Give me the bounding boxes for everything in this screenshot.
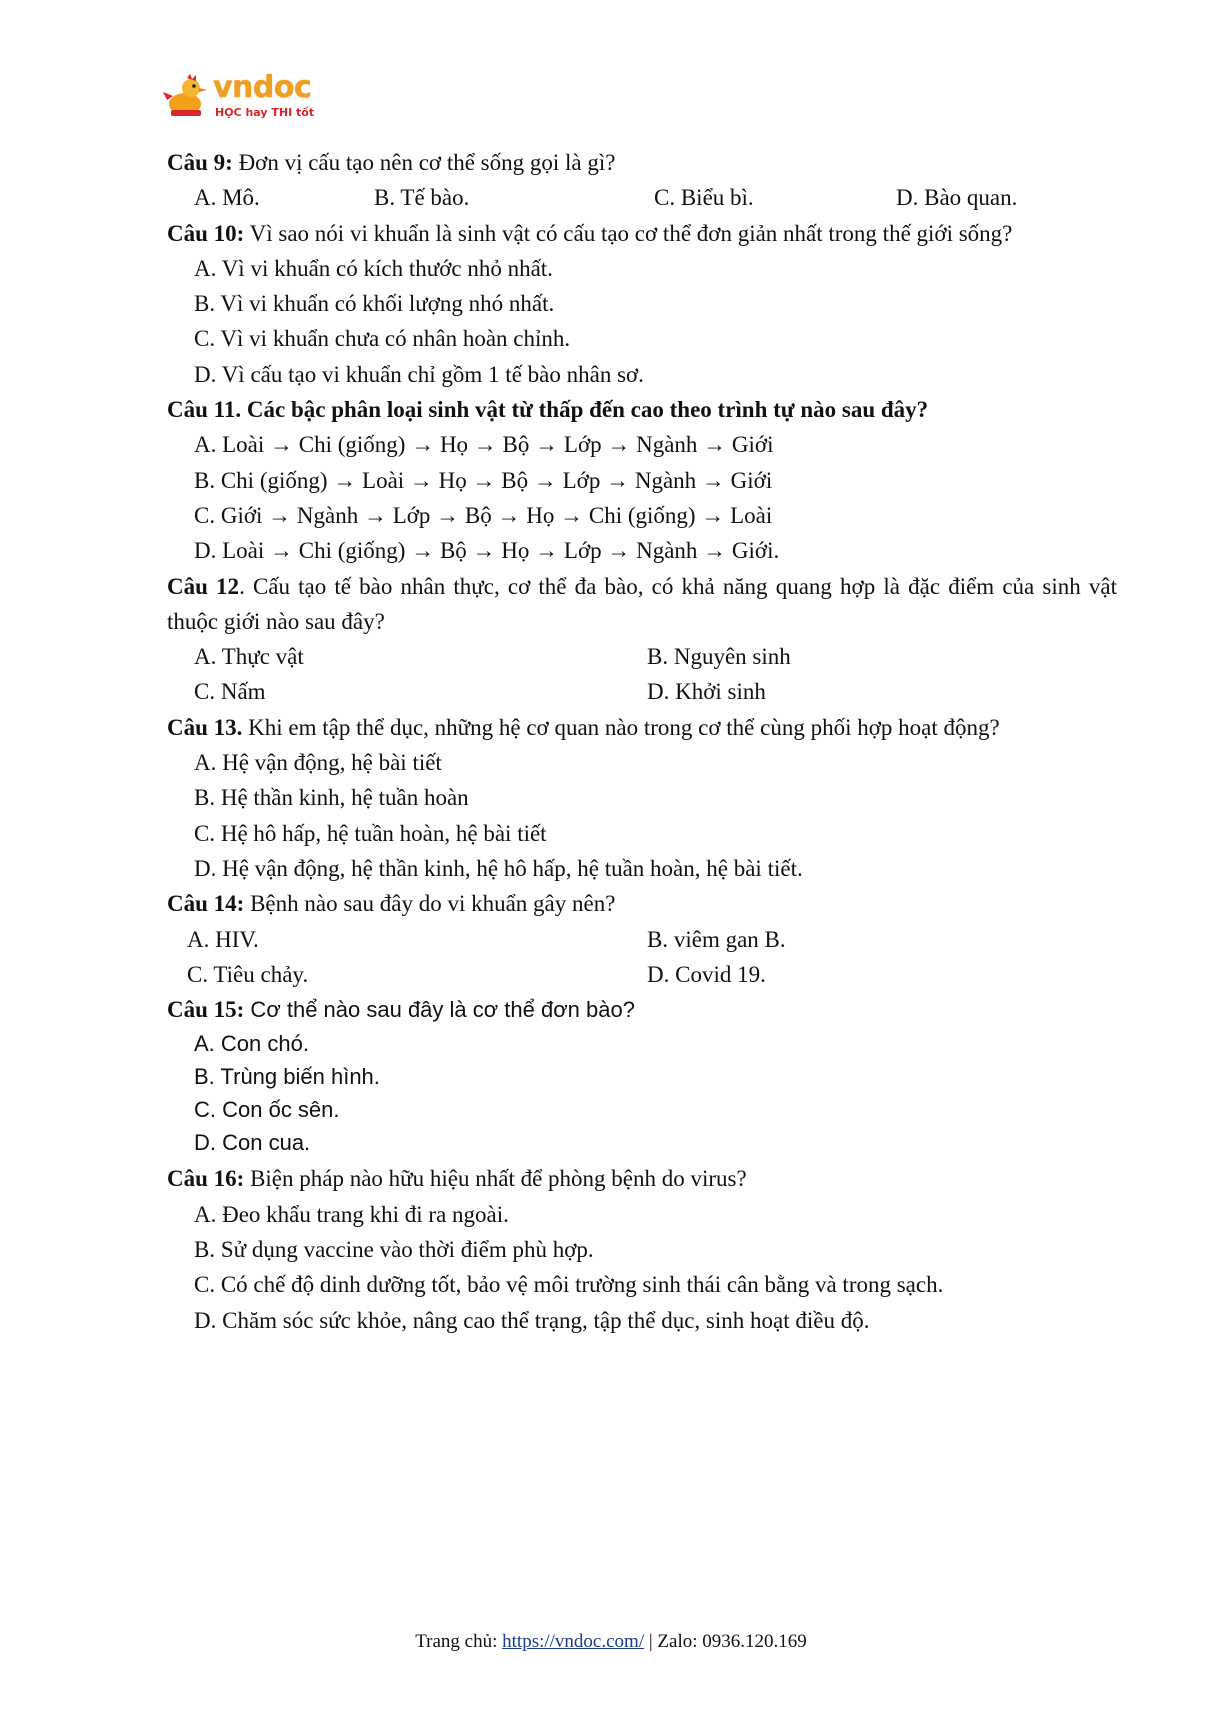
footer-contact: | Zalo: 0936.120.169 [644, 1631, 807, 1652]
option-b: B. Vì vi khuẩn có khối lượng nhó nhất. [194, 291, 555, 317]
question-text: Khi em tập thể dục, những hệ cơ quan nào trong cơ thể cùng phối hợp hoạt động? [242, 714, 1000, 740]
question-label: Câu 13. [167, 714, 243, 740]
question-label: Câu 16: [167, 1166, 245, 1192]
option-d: D. Khởi sinh [647, 679, 766, 705]
option-c: C. Hệ hô hấp, hệ tuần hoàn, hệ bài tiết [194, 820, 547, 846]
vndoc-logo [163, 70, 333, 124]
logo-slogan: HỌC hay THI tốt [215, 106, 315, 119]
footer-prefix: Trang chủ: [415, 1631, 503, 1652]
option-a: A. Thực vật [194, 644, 304, 670]
question-text: Đơn vị cấu tạo nên cơ thể sống gọi là gì? [232, 150, 616, 175]
homepage-link[interactable]: https://vndoc.com/ [502, 1631, 645, 1652]
option-d: D. Con cua. [194, 1130, 311, 1156]
question-14-options-row-1 [167, 922, 1117, 957]
question-label: Câu 12 [167, 573, 240, 599]
option-c: C. Có chế độ dinh dưỡng tốt, bảo vệ môi trường sinh thái cân bằng và trong sạch. [194, 1272, 944, 1298]
page-footer [0, 1631, 1222, 1653]
question-12 [167, 569, 1117, 640]
option-d: D. Covid 19. [647, 961, 766, 987]
option-d: D. Vì cấu tạo vi khuẩn chỉ gồm 1 tế bào nhân sơ. [194, 361, 644, 387]
question-text: . Cấu tạo tế bào nhân thực, cơ thể đa bào, có khả năng quang hợp là đặc điểm của sinh vật thuộc giới nào sau đây? [167, 573, 1117, 634]
option-a: A. HIV. [187, 926, 259, 952]
question-15 [167, 992, 1117, 1027]
question-text: Vì sao nói vi khuẩn là sinh vật có cấu tạo cơ thể đơn giản nhất trong thế giới sống? [244, 220, 1013, 246]
question-12-options-row-2 [167, 674, 1117, 709]
question-13 [167, 710, 1117, 745]
option-d: D. Hệ vận động, hệ thần kinh, hệ hô hấp, hệ tuần hoàn, hệ bài tiết. [194, 855, 803, 881]
rooster-mascot-icon [163, 74, 211, 118]
option-b: B. Trùng biến hình. [194, 1064, 380, 1090]
option-a: A. Vì vi khuẩn có kích thước nhỏ nhất. [194, 255, 553, 281]
logo-wordmark: vndoc [213, 70, 312, 105]
option-c: C. Biểu bì. [654, 185, 754, 211]
option-a: A. Đeo khẩu trang khi đi ra ngoài. [194, 1201, 509, 1227]
question-text: Bệnh nào sau đây do vi khuẩn gây nên? [244, 891, 616, 917]
option-c: C. Nấm [194, 679, 266, 705]
option-a: A. Loài → Chi (giống) → Họ → Bộ → Lớp → Ngành → Giới [194, 432, 774, 458]
option-a: A. Mô. [194, 185, 260, 211]
option-d: D. Chăm sóc sức khỏe, nâng cao thể trạng, tập thể dục, sinh hoạt điều độ. [194, 1307, 870, 1333]
question-label: Câu 9: [167, 150, 233, 175]
question-12-options-row-1 [167, 639, 1117, 674]
option-c: C. Vì vi khuẩn chưa có nhân hoàn chỉnh. [194, 326, 571, 352]
question-14-options-row-2 [167, 957, 1117, 992]
option-c: C. Con ốc sên. [194, 1097, 340, 1123]
question-9 [167, 145, 1117, 180]
question-9-options [167, 180, 1117, 215]
option-b: B. Nguyên sinh [647, 644, 791, 670]
option-b: B. viêm gan B. [647, 926, 786, 952]
option-d: D. Loài → Chi (giống) → Bộ → Họ → Lớp → Ngành → Giới. [194, 538, 780, 564]
option-b: B. Sử dụng vaccine vào thời điểm phù hợp. [194, 1237, 594, 1263]
question-label: Câu 10: [167, 220, 245, 246]
option-b: B. Chi (giống) → Loài → Họ → Bộ → Lớp → Ngành → Giới [194, 467, 773, 493]
question-11: Câu 11. Các bậc phân loại sinh vật từ thấp đến cao theo trình tự nào sau đây? [167, 397, 929, 423]
question-10 [167, 216, 1117, 251]
question-label: Câu 15: [167, 997, 245, 1023]
option-b: B. Tế bào. [374, 185, 470, 211]
question-label: Câu 14: [167, 891, 245, 917]
question-list [167, 145, 1117, 1338]
option-d: D. Bào quan. [896, 185, 1018, 211]
option-b: B. Hệ thần kinh, hệ tuần hoàn [194, 785, 469, 811]
option-c: C. Tiêu chảy. [187, 961, 309, 987]
option-a: A. Con chó. [194, 1031, 309, 1057]
question-text: Biện pháp nào hữu hiệu nhất để phòng bệnh do virus? [244, 1166, 747, 1192]
option-a: A. Hệ vận động, hệ bài tiết [194, 750, 442, 776]
question-14 [167, 886, 1117, 921]
question-16 [167, 1161, 1117, 1196]
question-text: Cơ thể nào sau đây là cơ thể đơn bào? [244, 997, 635, 1023]
option-c: C. Giới → Ngành → Lớp → Bộ → Họ → Chi (giống) → Loài [194, 502, 773, 528]
